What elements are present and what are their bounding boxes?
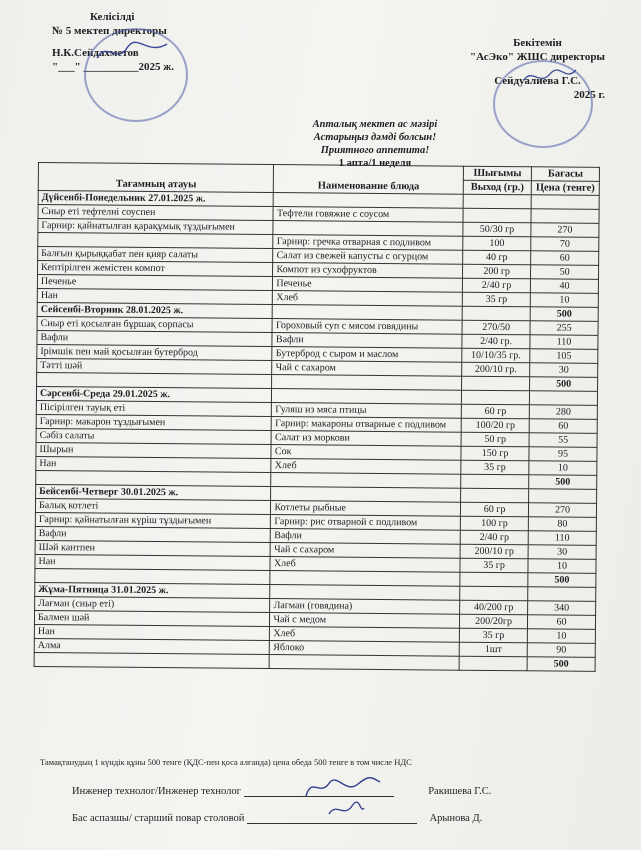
price-cell: 110 (528, 531, 596, 546)
output-cell (462, 376, 530, 391)
dish-name-ru: Гуляш из мяса птицы (272, 403, 462, 419)
price-cell: 10 (527, 629, 595, 644)
price-cell: 10 (529, 461, 597, 476)
approval-date-right: 2025 г. (573, 89, 606, 101)
price-cell: 60 (531, 251, 599, 266)
price-cell: 30 (528, 545, 596, 560)
output-cell (462, 306, 530, 321)
price-cell: 500 (529, 475, 597, 490)
dish-name-ru: Вафли (272, 333, 462, 349)
dish-name-ru: Салат из моркови (272, 431, 462, 447)
output-cell: 40/200 гр (460, 600, 528, 615)
dish-name-ru: Яблоко (270, 641, 460, 657)
menu-table (34, 162, 600, 672)
dish-name-kz: Алма (34, 638, 270, 654)
price-cell (531, 209, 599, 224)
table-header-row (38, 163, 599, 182)
signature-left (92, 36, 172, 66)
dish-name-kz: Нан (37, 288, 273, 304)
price-cell: 500 (528, 573, 596, 588)
output-cell: 200/10 гр (460, 544, 528, 559)
output-cell: 2/40 гр (460, 530, 528, 545)
dish-name-ru: Чай с сахаром (271, 543, 461, 559)
dish-name-kz: Кептірілген жемістен компот (38, 261, 274, 277)
dish-name-kz: Сәрсенбі-Среда 29.01.2025 ж. (36, 386, 272, 402)
price-cell: 30 (530, 363, 598, 378)
dish-name-ru (270, 655, 460, 671)
output-cell (462, 390, 530, 405)
price-cell: 95 (529, 447, 597, 462)
output-cell: 35 гр (462, 292, 530, 307)
output-cell: 100 (463, 236, 531, 251)
price-cell (528, 587, 596, 602)
dish-name-ru: Гарнир: макароны отварные с подливом (272, 417, 462, 433)
dish-name-ru: Гарнир: гречка отварная с подливом (273, 235, 463, 251)
output-cell: 35 гр (460, 558, 528, 573)
output-cell: 50 гр (461, 432, 529, 447)
dish-name-kz: Сәбіз салаты (36, 428, 272, 444)
output-cell: 35 гр (461, 460, 529, 475)
approval-name-right: Сейдуалиева Г.С. (494, 75, 581, 87)
cook-label: Бас аспазшы/ старший повар столовой (72, 813, 245, 824)
price-cell (529, 489, 597, 504)
output-cell: 2/40 гр. (462, 334, 530, 349)
output-cell: 200/20гр (460, 614, 528, 629)
output-cell: 100 гр (460, 516, 528, 531)
price-cell: 60 (529, 419, 597, 434)
output-cell: 10/10/35 гр. (462, 348, 530, 363)
approval-position-left: № 5 мектеп директоры (52, 25, 167, 37)
approval-name-left: Н.К.Сейдахметов (52, 47, 139, 59)
price-cell: 280 (529, 405, 597, 420)
dish-name-kz: Сейсенбі-Вторник 28.01.2025 ж. (37, 302, 273, 318)
price-cell: 55 (529, 433, 597, 448)
price-cell: 80 (528, 517, 596, 532)
output-cell (461, 474, 529, 489)
dish-name-kz: Вафли (37, 330, 273, 346)
column-header-price-ru: Цена (тенге) (531, 181, 599, 196)
dish-name-ru: Бутерброд с сыром и маслом (272, 347, 462, 363)
signature-line (247, 823, 417, 824)
price-cell: 110 (530, 335, 598, 350)
dish-name-kz: Гарнир: қайнатылған қарақұмық тұздығымен (38, 219, 274, 235)
dish-name-kz: Сиыр еті қосылған бұршақ сорпасы (37, 316, 273, 332)
dish-name-ru: Тефтели говяжие с соусом (273, 207, 463, 223)
output-cell: 200 гр (463, 264, 531, 279)
output-cell: 1шт (459, 642, 527, 657)
dish-name-kz: Бейсенбі-Четверг 30.01.2025 ж. (36, 484, 272, 500)
technologist-label: Инженер технолог/Инженер технолог (72, 786, 241, 797)
price-cell: 270 (528, 503, 596, 518)
price-cell: 50 (531, 265, 599, 280)
dish-name-ru: Компот из сухофруктов (273, 263, 463, 279)
approval-date-left: "___" __________2025 ж. (52, 61, 174, 73)
dish-name-kz: Лағман (сиыр еті) (35, 596, 271, 612)
price-cell (531, 195, 599, 210)
dish-name-kz: Сиыр еті тефтелні соуспен (38, 205, 274, 221)
column-header-price-kz: Бағасы (531, 167, 599, 182)
output-cell: 50/30 гр (463, 222, 531, 237)
dish-name-kz: Шырын (36, 442, 272, 458)
heading-line-1: Апталық мектеп ас мәзірі (312, 119, 438, 130)
price-cell: 10 (528, 559, 596, 574)
output-cell (463, 194, 531, 209)
dish-name-kz: Пісірілген тауық еті (36, 400, 272, 416)
heading-week: 1 апта/1 неделя (338, 158, 412, 169)
output-cell: 100/20 гр (461, 418, 529, 433)
column-header-output-kz: Шығымы (463, 166, 531, 181)
dish-name-kz: Вафли (35, 526, 271, 542)
dish-name-kz: Дүйсенбі-Понедельник 27.01.2025 ж. (38, 191, 274, 207)
price-cell: 500 (530, 377, 598, 392)
price-cell: 90 (527, 643, 595, 658)
cook-name: Арынова Д. (429, 813, 483, 824)
price-cell: 10 (530, 293, 598, 308)
dish-name-kz: Тәтті шәй (37, 358, 273, 374)
price-cell: 105 (530, 349, 598, 364)
heading-line-3: Приятного аппетита! (320, 145, 430, 156)
dish-name-kz: Гарнир: макарон тұздығымен (36, 414, 272, 430)
dish-name-ru: Хлеб (271, 459, 461, 475)
dish-name-ru: Сок (271, 445, 461, 461)
output-cell (460, 586, 528, 601)
dish-name-kz: Ірімшік пен май қосылған бутерброд (37, 344, 273, 360)
approval-title-left: Келісілді (90, 11, 135, 23)
column-header-ru: Наименование блюда (274, 165, 464, 195)
dish-name-kz: Шәй кантпен (35, 540, 271, 556)
dish-name-kz: Балық котлеті (35, 498, 271, 514)
output-cell: 2/40 гр (462, 278, 530, 293)
price-cell (529, 391, 597, 406)
dish-name-kz: Нан (36, 456, 272, 472)
heading-line-2: Астарыңыз дәмді болсын! (313, 132, 437, 143)
dish-name-ru: Чай с сахаром (272, 361, 462, 377)
price-cell: 255 (530, 321, 598, 336)
dish-name-ru: Гарнир: рис отварной с подливом (271, 515, 461, 531)
dish-name-ru: Лагман (говядина) (270, 599, 460, 615)
menu-table-body (34, 191, 599, 672)
dish-name-ru: Хлеб (273, 291, 463, 307)
dish-name-kz: Жұма-Пятница 31.01.2025 ж. (35, 582, 271, 598)
output-cell (459, 656, 527, 671)
dish-name-ru: Хлеб (270, 557, 460, 573)
menu-heading (300, 118, 450, 170)
output-cell (460, 572, 528, 587)
output-cell: 200/10 гр. (462, 362, 530, 377)
price-cell: 70 (531, 237, 599, 252)
dish-name-ru: Хлеб (270, 627, 460, 643)
output-cell: 60 гр (461, 502, 529, 517)
output-cell: 40 гр (463, 250, 531, 265)
price-cell: 270 (531, 223, 599, 238)
dish-name-kz (34, 652, 270, 668)
output-cell: 150 гр (461, 446, 529, 461)
column-header-output-ru: Выход (гр.) (463, 180, 531, 195)
dish-name-kz: Печенье (37, 275, 273, 291)
output-cell (463, 208, 531, 223)
signature-line (244, 796, 394, 797)
output-cell: 270/50 (462, 320, 530, 335)
signature-row-cook (72, 813, 482, 824)
dish-name-ru: Печенье (273, 277, 463, 293)
dish-name-kz: Балмен шәй (34, 610, 270, 626)
output-cell: 35 гр (459, 628, 527, 643)
output-cell: 60 гр (461, 404, 529, 419)
price-cell: 500 (530, 307, 598, 322)
price-footnote: Тамақтанудың 1 күндік құны 500 тенге (ҚДС-пен қоса алғанда) цена обеда 500 тенге в том числе НДС (40, 757, 412, 767)
dish-name-kz: Балғын қырыққабат пен қияр салаты (38, 247, 274, 263)
column-header-kz: Тағамның атауы (38, 163, 274, 193)
approval-title-right: Бекітемін (513, 37, 562, 49)
dish-name-kz: Нан (34, 624, 270, 640)
technologist-name: Ракишева Г.С. (428, 786, 492, 797)
dish-name-ru: Вафли (271, 529, 461, 545)
dish-name-ru: Чай с медом (270, 613, 460, 629)
output-cell (461, 488, 529, 503)
approval-position-right: "АсЭко" ЖШС директоры (470, 51, 606, 63)
dish-name-kz: Нан (35, 554, 271, 570)
dish-name-kz: Гарнир: қайнатылған күріш тұздығымен (35, 512, 271, 528)
price-cell: 340 (528, 601, 596, 616)
price-cell: 40 (530, 279, 598, 294)
price-cell: 500 (527, 657, 595, 672)
price-cell: 60 (528, 615, 596, 630)
signature-right (520, 64, 580, 88)
dish-name-ru: Котлеты рыбные (271, 501, 461, 517)
signature-row-technologist (72, 786, 491, 797)
dish-name-ru: Салат из свежей капусты с огурцом (273, 249, 463, 265)
dish-name-ru: Гороховый суп с мясом говядины (272, 319, 462, 335)
